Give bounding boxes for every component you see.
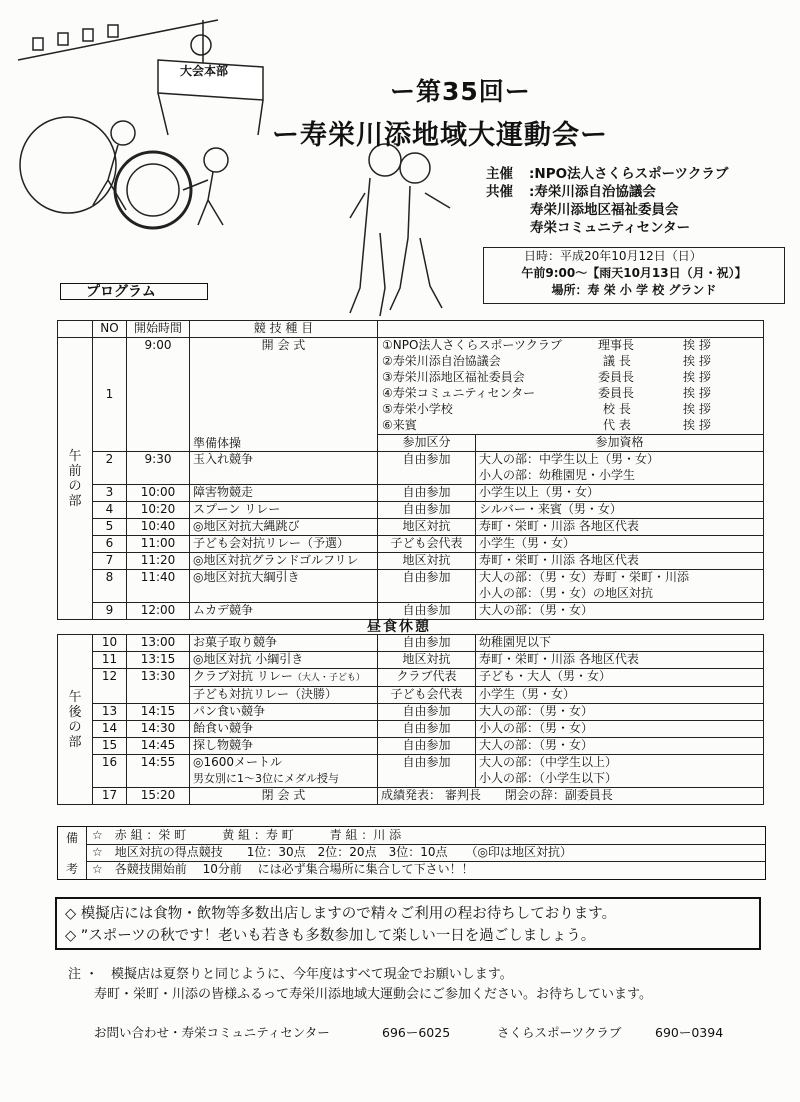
notice-box bbox=[55, 897, 761, 950]
table-row: 2 9:30 玉入れ競争 自由参加 大人の部：中学生以上（男・女） bbox=[58, 452, 764, 469]
table-row: 午 後 の 部 10 13:00 お菓子取り競争 自由参加 幼稚園児以下 bbox=[58, 635, 764, 652]
event-edition: ー第35回ー bbox=[390, 77, 531, 106]
header-time: 開始時間 bbox=[127, 321, 190, 338]
morning-program-table: NO 開始時間 競 技 種 目 午 前 の 部 1 9:00 開 会 式 準備体操 ①NPO法人さくらスポーツクラブ 理事長 挨 拶 ②寿栄川添自治協議会 議 長 挨 拶 ③寿栄川添地区福祉委員会 委員長 挨 拶 ④寿栄コミュニティセンター 委員長 挨 拶 ⑤寿栄小学校 校 長 挨 拶 ⑥来賓 代 表 挨 拶 参加区分 参加資格 2 9:30 玉入れ競争 自由参加 大人の部：中学生以上（男・女） 小人の部：幼稚園児・小学生 3 10:00 障害物競走 自由参加 小学生以上（男・女） 4 10:20 スプーン リレー 自由参加 シルバー・来賓（男・女） 5 10:40 ◎地区対抗大縄跳び 地区対抗 寿町・栄町・川添 各地区代表 6 11:00 子ども会対抗リレー（予選） 子ども会代表 小学生（男・女） 7 11:20 ◎地区対抗グランドゴルフリレ 地区対抗 寿町・栄町・川添 各地区代表 8 11:40 ◎地区対抗大綱引き 自由参加 大人の部：（男・女）寿町・栄町・川添 小人の部：（男・女）の地区対抗 9 12:00 ムカデ競争 自由参加 大人の部：（男・女） bbox=[57, 320, 764, 620]
inquiry-phone: 696ー6025 bbox=[382, 1025, 451, 1040]
table-row: 9 12:00 ムカデ競争 自由参加 大人の部：（男・女） bbox=[58, 603, 764, 620]
cohost-label: 共催 bbox=[486, 184, 513, 200]
club-phone: 690ー0394 bbox=[655, 1025, 724, 1040]
cohost-name: 寿栄コミュニティセンター bbox=[530, 220, 691, 236]
lunch-break-label: 昼食休憩 bbox=[367, 619, 431, 635]
remarks-teams: ☆ 赤 組 ：栄 町 黄 組 ：寿 町 青 組 ：川 添 bbox=[86, 827, 765, 845]
host-name: :NPO法人さくらスポーツクラブ bbox=[529, 166, 729, 182]
runners-illustration bbox=[330, 138, 460, 323]
tent-sign: 大会本部 bbox=[180, 64, 229, 78]
sports-day-illustration bbox=[8, 5, 273, 235]
table-row: 6 11:00 子ども会対抗リレー（予選） 子ども会代表 小学生（男・女） bbox=[58, 536, 764, 553]
table-row: 16 14:55 ◎1600メートル 自由参加 大人の部：（中学生以上） bbox=[58, 755, 764, 772]
remarks-box bbox=[57, 826, 766, 880]
afternoon-side-label: 午 後 の 部 bbox=[58, 635, 93, 805]
header-event: 競 技 種 目 bbox=[190, 321, 378, 338]
header-blank bbox=[378, 321, 764, 338]
remarks-label: 備 考 bbox=[58, 827, 87, 879]
event-date: 日時：平成20年10月12日（日） bbox=[524, 249, 702, 263]
club-name: さくらスポーツクラブ bbox=[497, 1025, 622, 1040]
inquiry-label: お問い合わせ・寿栄コミュニティセンター bbox=[94, 1025, 330, 1040]
table-row: 7 11:20 ◎地区対抗グランドゴルフリレ 地区対抗 寿町・栄町・川添 各地区代表 bbox=[58, 553, 764, 570]
table-row: 5 10:40 ◎地区対抗大縄跳び 地区対抗 寿町・栄町・川添 各地区代表 bbox=[58, 519, 764, 536]
note-line: 寿町・栄町・川添の皆様ふるって寿栄川添地域大運動会にご参加ください。お待ちしています。 bbox=[94, 987, 652, 1002]
corner-cell bbox=[58, 321, 93, 338]
notice-line: ◇ 模擬店には食物・飲物等多数出店しますので精々ご利用の程お待ちしております。 bbox=[65, 906, 617, 922]
host-label: 主催 bbox=[486, 166, 513, 182]
table-row: 13 14:15 パン食い競争 自由参加 大人の部：（男・女） bbox=[58, 704, 764, 721]
header-category: 参加区分 bbox=[378, 435, 476, 452]
header-no: NO bbox=[93, 321, 127, 338]
event-info-box bbox=[483, 247, 785, 304]
event-time: 午前9:00〜【雨天10月13日（月・祝）】 bbox=[521, 266, 747, 280]
program-heading: プログラム bbox=[60, 283, 208, 300]
row-event: 開 会 式 準備体操 bbox=[190, 338, 378, 452]
table-row: 4 10:20 スプーン リレー 自由参加 シルバー・来賓（男・女） bbox=[58, 502, 764, 519]
remarks-gather: ☆ 各競技開始前 10分前 には必ず集合場所に集合して下さい！！ bbox=[92, 862, 474, 876]
table-row: 子ども対抗リレー（決勝） 子ども会代表 小学生（男・女） bbox=[58, 687, 764, 704]
table-row: 12 13:30 クラブ対抗 リレー（大人・子ども） クラブ代表 子ども・大人（男・女） bbox=[58, 669, 764, 687]
event-place: 場所：寿 栄 小 学 校 グランド bbox=[551, 283, 717, 297]
row-no: 1 bbox=[93, 338, 127, 452]
cohost-name: :寿栄川添自治協議会 bbox=[529, 184, 656, 200]
page-title: ー寿栄川添地域大運動会ー bbox=[272, 120, 608, 151]
table-row: 14 14:30 飴食い競争 自由参加 小人の部：（男・女） bbox=[58, 721, 764, 738]
table-row: 8 11:40 ◎地区対抗大綱引き 自由参加 大人の部：（男・女）寿町・栄町・川添 bbox=[58, 570, 764, 587]
remarks-points: ☆ 地区対抗の得点競技 1位：30点 2位：20点 3位：10点 （◎印は地区対抗） bbox=[86, 844, 765, 862]
note-prefix: 注 ・ bbox=[68, 967, 99, 982]
table-row: 17 15:20 閉 会 式 成績発表： 審判長 閉会の辞：副委員長 bbox=[58, 788, 764, 805]
table-row: 15 14:45 探し物競争 自由参加 大人の部：（男・女） bbox=[58, 738, 764, 755]
morning-side-label: 午 前 の 部 bbox=[58, 338, 93, 620]
afternoon-program-table: 午 後 の 部 10 13:00 お菓子取り競争 自由参加 幼稚園児以下 11 13:15 ◎地区対抗 小綱引き 地区対抗 寿町・栄町・川添 各地区代表 12 13:30 クラブ対抗 リレー（大人・子ども） クラブ代表 子ども・大人（男・女） 子ども対抗リレー（決勝） 子ども会代表 小学生（男・女） 13 14:15 パン食い競争 自由参加 大人の部：（男・女） 14 14:30 飴食い競争 自由参加 小人の部：（男・女） 15 14:45 探し物競争 自由参加 大人の部：（男・女） 16 14:55 ◎1600メートル 自由参加 大人の部：（中学生以上） 男女別に1〜3位にメダル授与 小人の部：（小学生以下） 17 15:20 閉 会 式 成績発表： 審判長 閉会の辞：副委員長 bbox=[57, 634, 764, 805]
notice-line: ◇ ”スポーツの秋です！老いも若きも多数参加して楽しい一日を過ごしましょう。 bbox=[65, 928, 596, 944]
note-line: 模擬店は夏祭りと同じように、今年度はすべて現金でお願いします。 bbox=[111, 967, 513, 982]
speech-list: ①NPO法人さくらスポーツクラブ 理事長 挨 拶 ②寿栄川添自治協議会 議 長 挨 拶 ③寿栄川添地区福祉委員会 委員長 挨 拶 ④寿栄コミュニティセンター 委員長 挨 拶 ⑤寿栄小学校 校 長 挨 拶 ⑥来賓 代 表 挨 拶 bbox=[378, 338, 764, 435]
cohost-name: 寿栄川添地区福祉委員会 bbox=[530, 202, 679, 218]
row-time: 9:00 bbox=[127, 338, 190, 452]
header-qualification: 参加資格 bbox=[476, 435, 764, 452]
table-row: 3 10:00 障害物競走 自由参加 小学生以上（男・女） bbox=[58, 485, 764, 502]
table-row: 11 13:15 ◎地区対抗 小綱引き 地区対抗 寿町・栄町・川添 各地区代表 bbox=[58, 652, 764, 669]
